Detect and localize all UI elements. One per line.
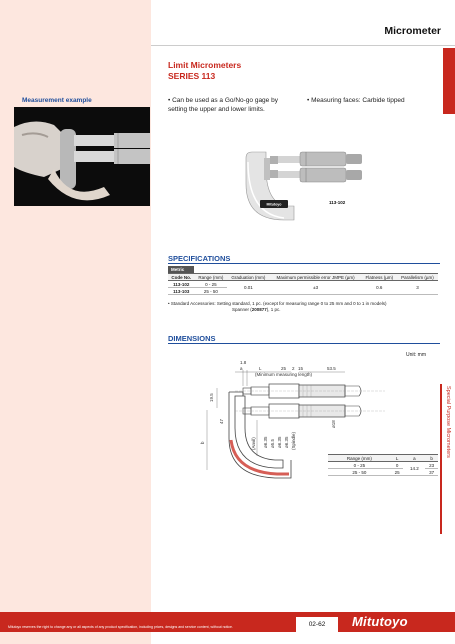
dim-47: 47 [219, 418, 224, 424]
dim-25: 25 [281, 366, 287, 371]
table-row [168, 281, 438, 288]
dim-a: a [240, 366, 243, 371]
cell-L: 25 [391, 469, 404, 476]
footer-disclaimer: Mitutoyo reserves the right to change any or all aspects of any product specification, including prices, designs and service content, without notice. [8, 625, 233, 629]
col-flatness: Flatness (µm) [362, 274, 397, 281]
dim-2: 2 [292, 366, 295, 371]
dim-dia-18: ø18 [331, 420, 336, 428]
cell-L: 0 [391, 462, 404, 469]
unit-label: Unit: mm [406, 352, 426, 358]
col-range: Range (mm) [195, 274, 227, 281]
dimensions-rule [168, 343, 440, 344]
product-photo [240, 148, 366, 226]
dimensions-title: DIMENSIONS [168, 334, 216, 343]
dim-53-5: 53.5 [327, 366, 336, 371]
dim-19-5: 19.5 [209, 393, 214, 402]
cell-range: 25 - 50 [195, 288, 227, 295]
dim-15: 15 [298, 366, 304, 371]
product-title [168, 60, 241, 82]
col-parallelism: Parallelism (µm) [397, 274, 438, 281]
table-header-row [328, 455, 438, 462]
spindle-note: (Spindle) [291, 431, 296, 450]
spanner-text: Spanner ( [232, 307, 252, 312]
feature-line: setting the upper and lower limits. [168, 105, 265, 113]
header-title: Micrometer [384, 25, 441, 37]
spanner-qty: ), 1 pc. [266, 307, 281, 312]
table-header-row [168, 274, 438, 281]
dim-dia-5-5: ø5.5 [270, 438, 275, 448]
accessories-note-spanner [232, 307, 281, 313]
feature-line: • Measuring faces: Carbide tipped [307, 97, 405, 104]
col-b: b [425, 455, 438, 462]
specifications-table [168, 273, 438, 295]
spanner-code: 200877 [251, 307, 267, 312]
dim-dia-6-35-b: ø6.35 [277, 436, 282, 448]
chapter-side-label: 02 Micrometers [443, 50, 449, 91]
feature-go-no-go [168, 97, 278, 114]
cell-b: 23 [425, 462, 438, 469]
measurement-example-label: Measurement example [22, 97, 92, 104]
mitutoyo-logo: Mitutoyo [352, 614, 408, 629]
specifications-rule [168, 263, 440, 264]
product-title-line1: Limit Micrometers [168, 60, 242, 70]
chapter-side-tab[interactable] [438, 50, 452, 120]
cell-graduation: 0.01 [227, 281, 270, 295]
dim-dia-6-35-c: ø6.35 [284, 436, 289, 448]
cell-range: 0 - 25 [328, 462, 391, 469]
measurement-example-photo [14, 107, 150, 206]
col-error: Maximum permissible error JMPE (µm) [270, 274, 362, 281]
min-length-note: (Minimum measuring length) [255, 372, 313, 377]
specifications-title: SPECIFICATIONS [168, 254, 231, 263]
cell-code: 113-103 [168, 288, 195, 295]
header-bar [151, 0, 455, 46]
col-range: Range (mm) [328, 455, 391, 462]
cell-a: 14.2 [403, 462, 425, 476]
cell-code: 113-102 [168, 281, 195, 288]
photo-brand-text: Mitutoyo [266, 202, 282, 207]
section-side-label: Special Purpose Micrometers [445, 386, 451, 458]
feature-carbide [307, 97, 405, 106]
section-side-tab[interactable] [440, 384, 450, 534]
feature-line: • Can be used as a Go/No-go gage by [168, 97, 278, 104]
cell-range: 0 - 25 [195, 281, 227, 288]
photo-caption: 113-102 [329, 200, 346, 205]
col-a: a [403, 455, 425, 462]
col-code: Code No. [168, 274, 195, 281]
metric-tab[interactable]: Metric [168, 266, 194, 273]
cell-range: 25 - 50 [328, 469, 391, 476]
dim-b: b [200, 441, 205, 444]
page-number: 02-62 [296, 617, 338, 632]
dim-dia-6-35-a: ø6.35 [263, 436, 268, 448]
cell-error: ±3 [270, 281, 362, 295]
dim-1-8: 1.8 [240, 360, 247, 365]
cell-b: 37 [425, 469, 438, 476]
table-row [328, 462, 438, 469]
dim-L: L [259, 366, 262, 371]
product-title-line2: SERIES 113 [168, 71, 216, 81]
cell-flatness: 0.6 [362, 281, 397, 295]
cell-parallelism: 3 [397, 281, 438, 295]
dimensions-table [328, 454, 438, 476]
anvil-note: (Anvil) [251, 437, 256, 450]
accessories-note: • Standard Accessories: Setting standard, 1 pc. (except for measuring range 0 to 25 mm and 0 to 1 in models) [168, 301, 387, 306]
col-graduation: Graduation (mm) [227, 274, 270, 281]
col-L: L [391, 455, 404, 462]
